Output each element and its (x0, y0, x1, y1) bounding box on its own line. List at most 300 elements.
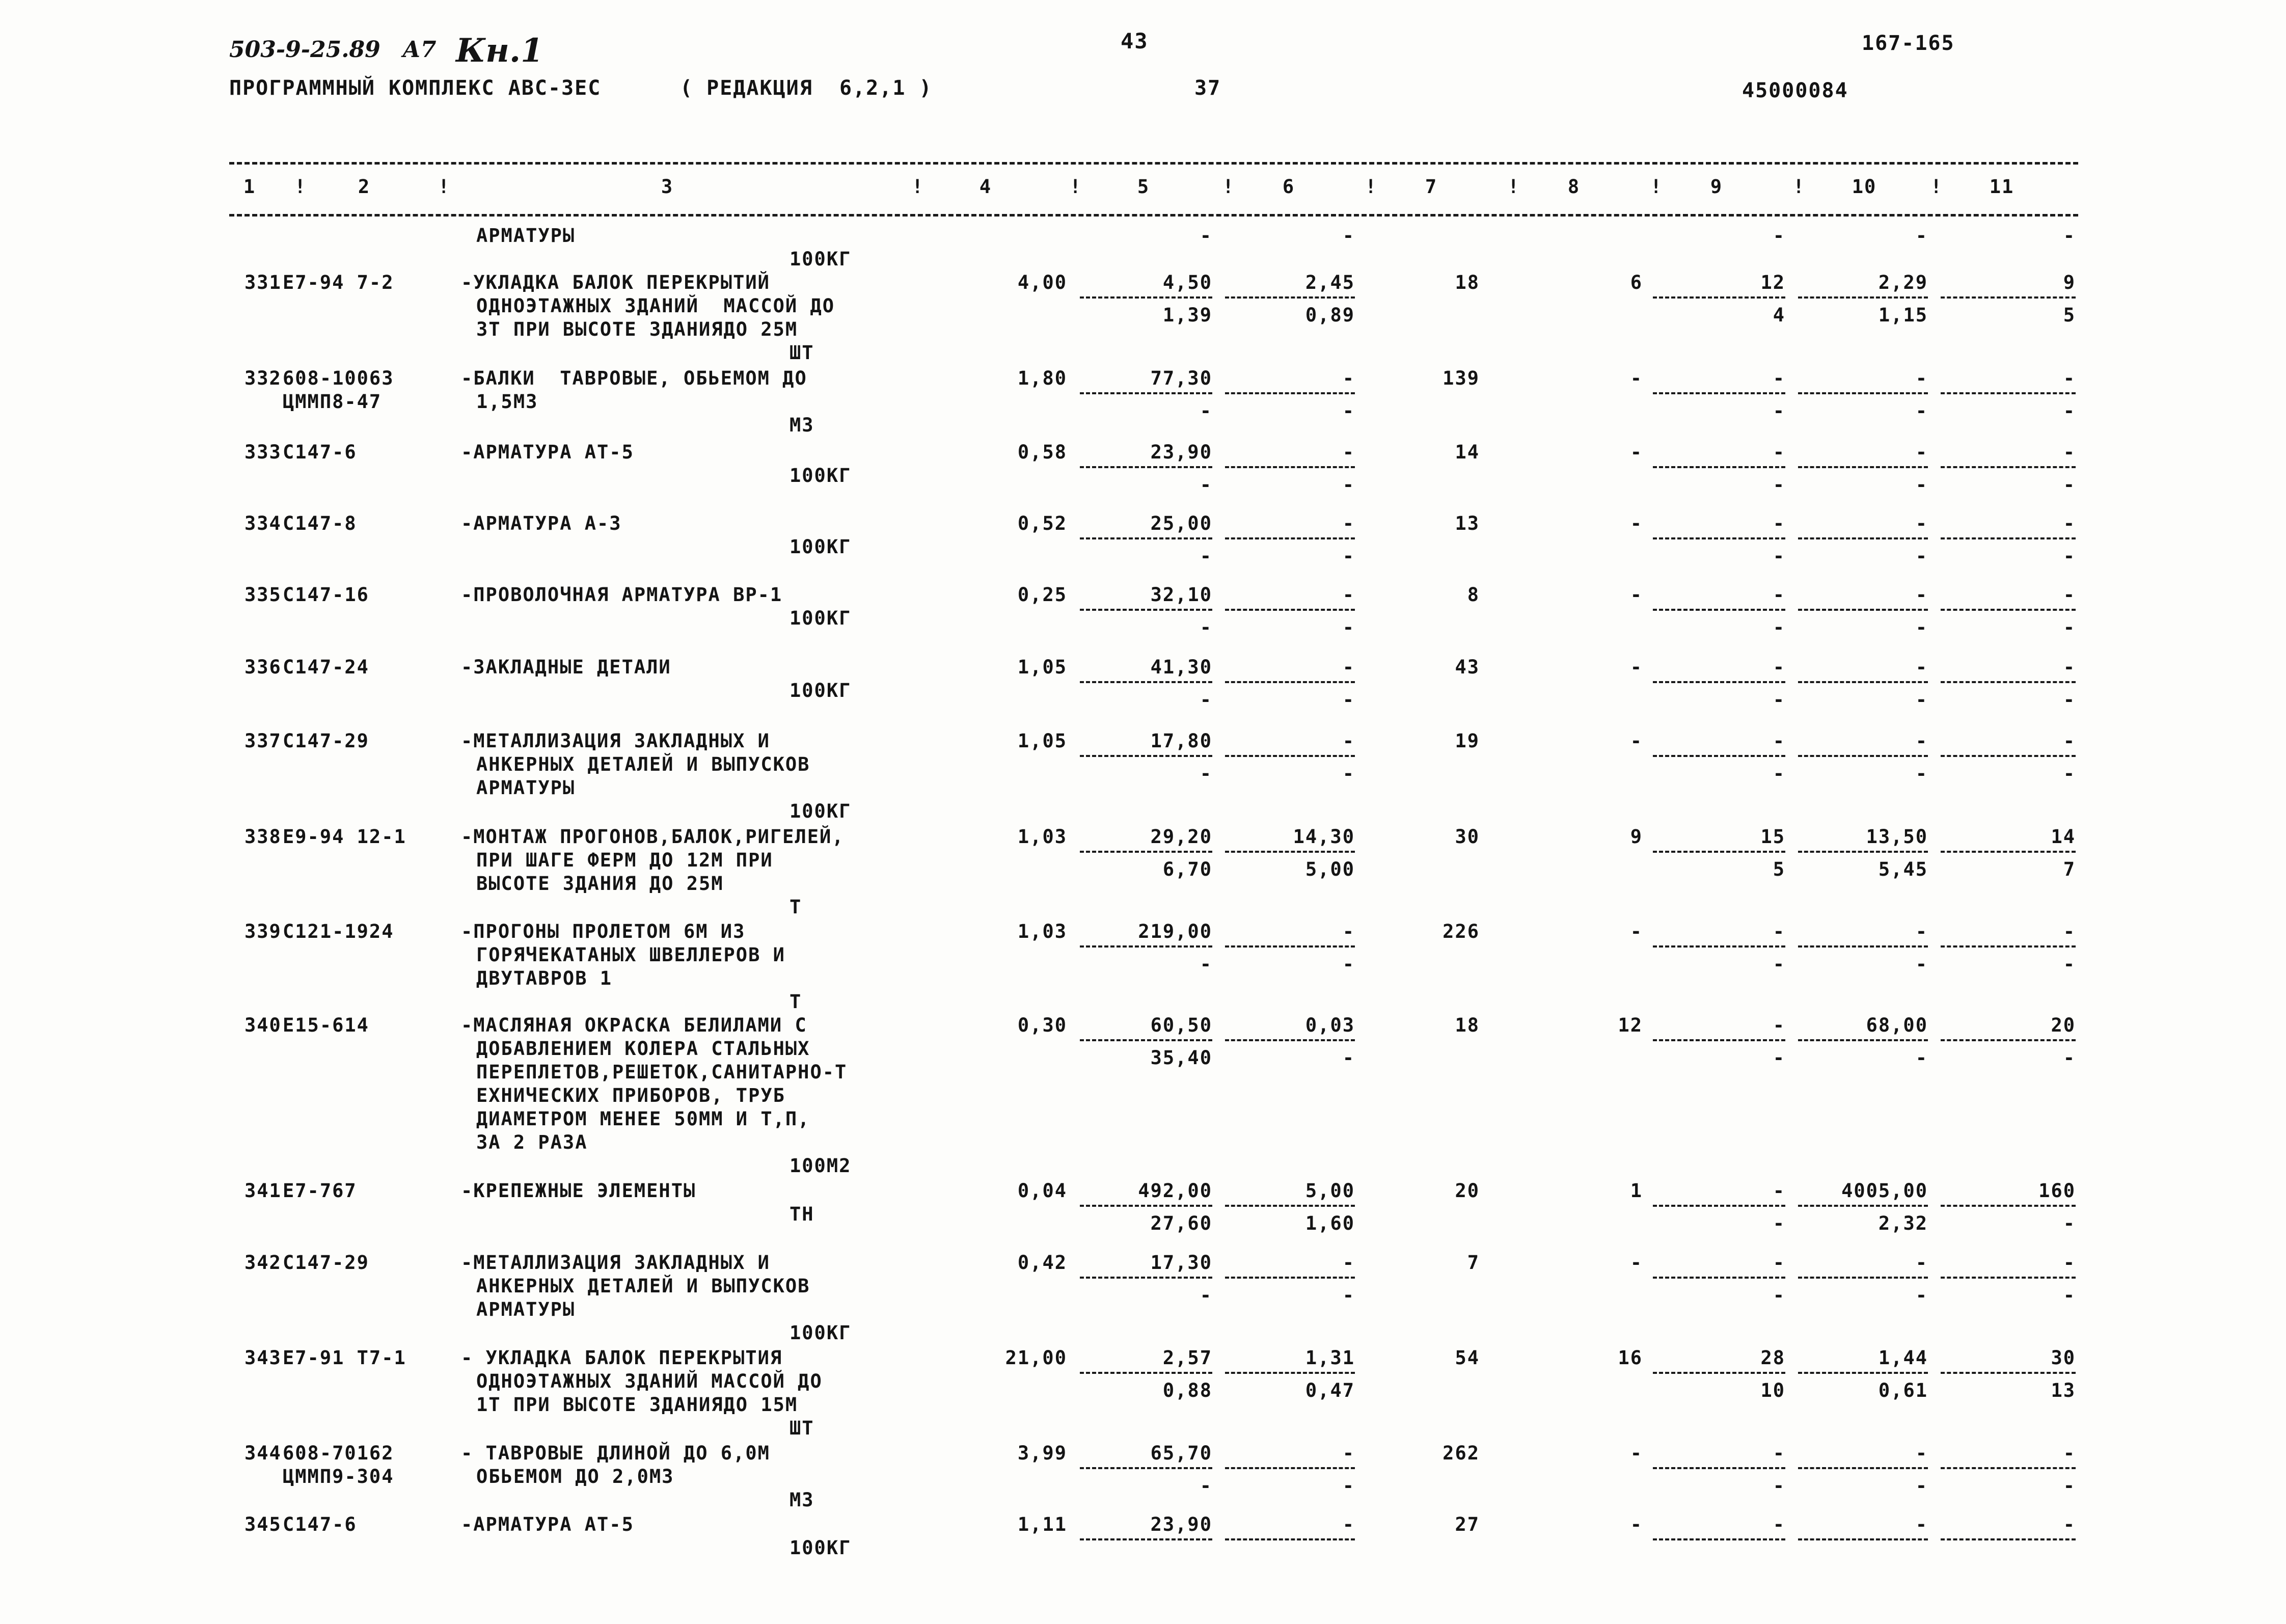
unit-label: 100КГ (790, 607, 852, 629)
value-cell: - (2063, 584, 2076, 606)
cell-underline (1798, 681, 1928, 683)
value-cell: - (1773, 1442, 1785, 1464)
cell-underline (1225, 609, 1355, 611)
value-cell: 17,30 (1150, 1252, 1212, 1274)
program-title: ПРОГРАММНЫЙ КОМПЛЕКС АВС-3ЕС (229, 76, 602, 100)
cell-underline (1653, 945, 1785, 948)
value-cell: 30 (2051, 1347, 2076, 1369)
doc-id: 45000084 (1742, 79, 1848, 102)
cell-underline (1653, 851, 1785, 853)
value-cell: 12 (1760, 272, 1785, 293)
value-cell: 17,80 (1150, 730, 1212, 752)
cell-underline (1080, 1277, 1212, 1279)
value-cell: 54 (1455, 1347, 1480, 1369)
unit-label: ШТ (790, 1417, 814, 1439)
cell-underline (1941, 681, 2076, 683)
item-description: 1Т ПРИ ВЫСОТЕ ЗДАНИЯДО 15М (476, 1394, 798, 1416)
row-number: 341 (244, 1180, 282, 1202)
value-cell-lower: - (1200, 763, 1212, 784)
value-cell-lower: - (1200, 1284, 1212, 1306)
value-cell: - (1342, 441, 1355, 463)
rate-code: Е15-614 (283, 1014, 369, 1036)
value-cell-lower: - (1773, 1475, 1785, 1497)
item-description: АРМАТУРЫ (476, 777, 576, 799)
column-separator: ! (1070, 176, 1082, 198)
value-cell: 60,50 (1150, 1014, 1212, 1036)
row-number: 333 (244, 441, 282, 463)
unit-label: 100КГ (790, 536, 852, 558)
value-cell-lower: - (1915, 1047, 1928, 1069)
rate-code: С147-16 (283, 584, 369, 606)
rate-code: ЦММП9-304 (283, 1466, 394, 1487)
value-cell: - (1630, 1442, 1643, 1464)
value-cell-lower: 2,32 (1878, 1212, 1928, 1234)
cell-underline (1798, 537, 1928, 539)
row-number: 337 (244, 730, 282, 752)
cell-underline (1080, 296, 1212, 299)
column-number: 1 (243, 176, 256, 198)
cell-underline (1798, 1205, 1928, 1207)
column-separator: ! (438, 176, 451, 198)
item-description: ПЕРЕПЛЕТОВ,РЕШЕТОК,САНИТАРНО-Т (476, 1061, 848, 1083)
row-number: 335 (244, 584, 282, 606)
value-cell: 43 (1455, 656, 1480, 678)
value-cell-lower: - (1915, 1475, 1928, 1497)
row-number: 334 (244, 512, 282, 534)
value-cell-lower: 0,61 (1878, 1379, 1928, 1401)
value-cell-lower: - (1915, 1284, 1928, 1306)
value-cell-lower: - (1773, 616, 1785, 638)
row-number: 338 (244, 826, 282, 848)
item-description: ПРИ ШАГЕ ФЕРМ ДО 12М ПРИ (476, 849, 773, 871)
value-cell: - (1773, 1014, 1785, 1036)
rate-code: Е7-767 (283, 1180, 357, 1202)
value-cell: 2,45 (1305, 272, 1355, 293)
value-cell: 9 (2063, 272, 2076, 293)
item-description: -МЕТАЛЛИЗАЦИЯ ЗАКЛАДНЫХ И (461, 730, 770, 752)
book-label: Кн.1 (456, 32, 543, 70)
cell-underline (1225, 681, 1355, 683)
value-cell: 16 (1618, 1347, 1643, 1369)
cell-underline (1653, 1538, 1785, 1540)
value-cell: 20 (2051, 1014, 2076, 1036)
cell-underline (1798, 1277, 1928, 1279)
value-cell-lower: - (2063, 1047, 2076, 1069)
item-description: -ЗАКЛАДНЫЕ ДЕТАЛИ (461, 656, 671, 678)
value-cell: 18 (1455, 1014, 1480, 1036)
value-cell-lower: - (2063, 474, 2076, 496)
value-cell: 1 (1630, 1180, 1643, 1202)
value-cell-lower: 35,40 (1150, 1047, 1212, 1069)
value-cell-lower: - (1342, 400, 1355, 422)
cell-underline (1225, 392, 1355, 394)
value-cell-lower: 6,70 (1162, 858, 1212, 880)
item-description: - УКЛАДКА БАЛОК ПЕРЕКРЫТИЯ (461, 1347, 783, 1369)
rate-code: ЦММП8-47 (283, 391, 382, 413)
unit-label: 100КГ (790, 680, 852, 701)
value-cell: 4,50 (1162, 272, 1212, 293)
column-separator: ! (912, 176, 924, 198)
value-cell-lower: - (1342, 474, 1355, 496)
item-description: ОДНОЭТАЖНЫХ ЗДАНИЙ МАССОЙ ДО (476, 295, 835, 317)
cell-underline (1653, 1372, 1785, 1374)
cell-underline (1941, 851, 2076, 853)
value-cell: 6 (1630, 272, 1643, 293)
unit-label: 100КГ (790, 800, 852, 822)
value-cell-lower: - (1773, 1284, 1785, 1306)
value-cell-lower: - (1773, 689, 1785, 711)
item-description: -БАЛКИ ТАВРОВЫЕ, ОБЬЕМОМ ДО (461, 367, 807, 389)
value-cell: 65,70 (1150, 1442, 1212, 1464)
item-description: -МАСЛЯНАЯ ОКРАСКА БЕЛИЛАМИ С (461, 1014, 807, 1036)
cell-underline (1080, 1372, 1212, 1374)
value-cell: - (1773, 656, 1785, 678)
unit-label: 100КГ (790, 1322, 852, 1344)
cell-underline (1653, 296, 1785, 299)
value-cell: 0,30 (1017, 1014, 1067, 1036)
row-number: 345 (244, 1513, 282, 1535)
item-description: -КРЕПЕЖНЫЕ ЭЛЕМЕНТЫ (461, 1180, 696, 1202)
value-cell: - (1915, 225, 1928, 247)
value-cell-lower: - (1342, 545, 1355, 567)
cell-underline (1225, 945, 1355, 948)
cell-underline (1225, 1467, 1355, 1469)
value-cell: 0,58 (1017, 441, 1067, 463)
value-cell: - (1630, 921, 1643, 942)
cell-underline (1941, 1467, 2076, 1469)
value-cell-lower: 13 (2051, 1379, 2076, 1401)
value-cell-lower: 1,15 (1878, 304, 1928, 326)
cell-underline (1941, 945, 2076, 948)
value-cell-lower: - (1200, 1475, 1212, 1497)
item-description: ДОБАВЛЕНИЕМ КОЛЕРА СТАЛЬНЫХ (476, 1038, 810, 1060)
cell-underline (1798, 1372, 1928, 1374)
cell-underline (1941, 296, 2076, 299)
cell-underline (1225, 537, 1355, 539)
value-cell-lower: - (1915, 763, 1928, 784)
value-cell: 0,03 (1305, 1014, 1355, 1036)
value-cell: 1,11 (1017, 1513, 1067, 1535)
value-cell-lower: - (1342, 616, 1355, 638)
cell-underline (1941, 537, 2076, 539)
rate-code: С147-8 (283, 512, 357, 534)
value-cell: 0,04 (1017, 1180, 1067, 1202)
value-cell: 1,31 (1305, 1347, 1355, 1369)
value-cell: 32,10 (1150, 584, 1212, 606)
value-cell: - (2063, 730, 2076, 752)
cell-underline (1798, 466, 1928, 468)
value-cell-lower: - (2063, 1212, 2076, 1234)
value-cell: - (1915, 1252, 1928, 1274)
value-cell: - (1773, 441, 1785, 463)
cell-underline (1798, 296, 1928, 299)
value-cell: - (1342, 225, 1355, 247)
value-cell: 1,05 (1017, 656, 1067, 678)
value-cell-lower: 5,45 (1878, 858, 1928, 880)
value-cell: - (1915, 730, 1928, 752)
cell-underline (1653, 681, 1785, 683)
cell-underline (1225, 1205, 1355, 1207)
cell-underline (1798, 392, 1928, 394)
cell-underline (1798, 755, 1928, 757)
page-number: 43 (1121, 29, 1149, 53)
value-cell: - (1200, 225, 1212, 247)
item-description: ДВУТАВРОВ 1 (476, 967, 613, 989)
value-cell: 139 (1443, 367, 1480, 389)
value-cell: 9 (1630, 826, 1643, 848)
cell-underline (1798, 1467, 1928, 1469)
value-cell: - (1773, 730, 1785, 752)
value-cell: - (1630, 367, 1643, 389)
table-top-rule (229, 162, 2078, 165)
value-cell: 1,03 (1017, 826, 1067, 848)
rate-code: С147-6 (283, 441, 357, 463)
item-description: АРМАТУРЫ (476, 225, 576, 247)
value-cell-lower: - (1915, 474, 1928, 496)
rate-code: С147-6 (283, 1513, 357, 1535)
value-cell: - (1915, 367, 1928, 389)
cell-underline (1080, 1467, 1212, 1469)
value-cell: 7 (1467, 1252, 1480, 1274)
cell-underline (1798, 1039, 1928, 1041)
value-cell: - (1630, 1252, 1643, 1274)
cell-underline (1225, 755, 1355, 757)
value-cell: - (2063, 1513, 2076, 1535)
cell-underline (1080, 1039, 1212, 1041)
value-cell: - (1342, 512, 1355, 534)
cell-underline (1941, 609, 2076, 611)
value-cell: 0,42 (1017, 1252, 1067, 1274)
item-description: ДИАМЕТРОМ МЕНЕЕ 50ММ И Т,П, (476, 1108, 810, 1130)
row-number: 343 (244, 1347, 282, 1369)
value-cell: 8 (1467, 584, 1480, 606)
cell-underline (1225, 296, 1355, 299)
rate-code: 608-10063 (283, 367, 394, 389)
value-cell: - (1773, 1252, 1785, 1274)
item-description: ВЫСОТЕ ЗДАНИЯ ДО 25М (476, 873, 724, 895)
value-cell: - (1342, 367, 1355, 389)
cell-underline (1653, 609, 1785, 611)
value-cell: 27 (1455, 1513, 1480, 1535)
cell-underline (1653, 1277, 1785, 1279)
rate-code: Е9-94 12-1 (283, 826, 406, 848)
value-cell: - (1773, 367, 1785, 389)
cell-underline (1225, 1372, 1355, 1374)
item-description: ЗА 2 РАЗА (476, 1131, 588, 1153)
item-description: ЕХНИЧЕСКИХ ПРИБОРОВ, ТРУБ (476, 1085, 785, 1106)
value-cell: - (1630, 584, 1643, 606)
value-cell: - (1915, 921, 1928, 942)
unit-label: 100М2 (790, 1155, 852, 1177)
value-cell-lower: 0,88 (1162, 1379, 1212, 1401)
value-cell-lower: - (1342, 953, 1355, 975)
cell-underline (1941, 755, 2076, 757)
value-cell-lower: - (1200, 616, 1212, 638)
cell-underline (1080, 392, 1212, 394)
cell-underline (1653, 755, 1785, 757)
cell-underline (1941, 466, 2076, 468)
row-number: 342 (244, 1252, 282, 1274)
value-cell: - (2063, 921, 2076, 942)
unit-label: Т (790, 991, 802, 1013)
value-cell: 21,00 (1005, 1347, 1067, 1369)
unit-label: 100КГ (790, 1537, 852, 1559)
item-description: -ПРОГОНЫ ПРОЛЕТОМ 6М ИЗ (461, 921, 746, 942)
value-cell-lower: 5 (2063, 304, 2076, 326)
value-cell: 28 (1760, 1347, 1785, 1369)
value-cell: - (1342, 1442, 1355, 1464)
unit-label: М3 (790, 1489, 814, 1511)
value-cell-lower: 1,39 (1162, 304, 1212, 326)
value-cell: 0,25 (1017, 584, 1067, 606)
value-cell: 68,00 (1866, 1014, 1928, 1036)
value-cell: - (1915, 512, 1928, 534)
value-cell: - (2063, 1252, 2076, 1274)
cell-underline (1080, 755, 1212, 757)
value-cell: 25,00 (1150, 512, 1212, 534)
value-cell: 29,20 (1150, 826, 1212, 848)
value-cell-lower: - (1773, 474, 1785, 496)
cell-underline (1653, 1039, 1785, 1041)
value-cell: - (1773, 225, 1785, 247)
value-cell-lower: 1,60 (1305, 1212, 1355, 1234)
value-cell: 14 (2051, 826, 2076, 848)
value-cell-lower: - (1773, 1047, 1785, 1069)
value-cell-lower: - (1773, 400, 1785, 422)
item-description: -АРМАТУРА АТ-5 (461, 441, 634, 463)
rate-code: 608-70162 (283, 1442, 394, 1464)
cell-underline (1653, 466, 1785, 468)
value-cell: - (2063, 367, 2076, 389)
value-cell: 262 (1443, 1442, 1480, 1464)
value-cell-lower: - (1200, 689, 1212, 711)
value-cell: - (1773, 1180, 1785, 1202)
value-cell-lower: - (1773, 545, 1785, 567)
value-cell-lower: - (1915, 545, 1928, 567)
column-number: 3 (661, 176, 674, 198)
rate-code: Е7-91 Т7-1 (283, 1347, 406, 1369)
cell-underline (1798, 945, 1928, 948)
column-number: 9 (1710, 176, 1723, 198)
cell-underline (1941, 1372, 2076, 1374)
item-description: -ПРОВОЛОЧНАЯ АРМАТУРА ВР-1 (461, 584, 783, 606)
cell-underline (1080, 609, 1212, 611)
cell-underline (1941, 1039, 2076, 1041)
unit-label: М3 (790, 414, 814, 436)
value-cell: 1,05 (1017, 730, 1067, 752)
item-description: ОДНОЭТАЖНЫХ ЗДАНИЙ МАССОЙ ДО (476, 1370, 823, 1392)
row-number: 344 (244, 1442, 282, 1464)
value-cell: - (1342, 656, 1355, 678)
cell-underline (1941, 1277, 2076, 1279)
value-cell-lower: - (1915, 953, 1928, 975)
item-description: ОБЬЕМОМ ДО 2,0М3 (476, 1466, 674, 1487)
value-cell: 15 (1760, 826, 1785, 848)
item-description: -МЕТАЛЛИЗАЦИЯ ЗАКЛАДНЫХ И (461, 1252, 770, 1274)
value-cell-lower: - (1773, 1212, 1785, 1234)
value-cell: 30 (1455, 826, 1480, 848)
row-number: 336 (244, 656, 282, 678)
cell-underline (1941, 1205, 2076, 1207)
sheet-number: 37 (1194, 76, 1221, 100)
rate-code: С121-1924 (283, 921, 394, 942)
value-cell: - (2063, 512, 2076, 534)
column-number: 4 (979, 176, 992, 198)
cell-underline (1080, 1205, 1212, 1207)
column-number: 8 (1567, 176, 1581, 198)
ref-code: 167-165 (1862, 32, 1955, 55)
value-cell: - (2063, 441, 2076, 463)
value-cell-lower: - (1342, 1475, 1355, 1497)
value-cell: 219,00 (1138, 921, 1212, 942)
value-cell: 1,80 (1017, 367, 1067, 389)
item-description: -АРМАТУРА АТ-5 (461, 1513, 634, 1535)
column-separator: ! (1650, 176, 1663, 198)
value-cell: - (1773, 921, 1785, 942)
value-cell-lower: 10 (1760, 1379, 1785, 1401)
cell-underline (1225, 851, 1355, 853)
row-number: 339 (244, 921, 282, 942)
value-cell-lower: 4 (1773, 304, 1785, 326)
rate-code: С147-24 (283, 656, 369, 678)
unit-label: ТН (790, 1203, 814, 1225)
value-cell: - (1342, 730, 1355, 752)
value-cell: - (1915, 1442, 1928, 1464)
item-description: - ТАВРОВЫЕ ДЛИНОЙ ДО 6,0М (461, 1442, 770, 1464)
value-cell-lower: - (2063, 953, 2076, 975)
cell-underline (1941, 392, 2076, 394)
cell-underline (1653, 392, 1785, 394)
value-cell: 19 (1455, 730, 1480, 752)
value-cell-lower: - (1200, 474, 1212, 496)
value-cell: 41,30 (1150, 656, 1212, 678)
value-cell-lower: - (1915, 689, 1928, 711)
value-cell: - (1773, 584, 1785, 606)
cell-underline (1225, 1039, 1355, 1041)
value-cell-lower: - (1200, 400, 1212, 422)
value-cell: - (1915, 1513, 1928, 1535)
value-cell: - (1342, 584, 1355, 606)
item-description: -МОНТАЖ ПРОГОНОВ,БАЛОК,РИГЕЛЕЙ, (461, 826, 845, 848)
value-cell-lower: 0,89 (1305, 304, 1355, 326)
value-cell: - (2063, 656, 2076, 678)
value-cell-lower: 7 (2063, 858, 2076, 880)
value-cell-lower: - (1200, 545, 1212, 567)
row-number: 340 (244, 1014, 282, 1036)
cell-underline (1798, 851, 1928, 853)
value-cell: 20 (1455, 1180, 1480, 1202)
value-cell: - (2063, 1442, 2076, 1464)
value-cell: - (1915, 441, 1928, 463)
rate-code: Е7-94 7-2 (283, 272, 394, 293)
row-number: 332 (244, 367, 282, 389)
item-description: АРМАТУРЫ (476, 1298, 576, 1320)
unit-label: 100КГ (790, 248, 852, 270)
value-cell: - (1342, 921, 1355, 942)
value-cell: - (1630, 1513, 1643, 1535)
value-cell: - (1915, 656, 1928, 678)
value-cell-lower: - (1342, 689, 1355, 711)
value-cell: 160 (2038, 1180, 2076, 1202)
value-cell: 14 (1455, 441, 1480, 463)
value-cell: 14,30 (1293, 826, 1355, 848)
value-cell: - (2063, 225, 2076, 247)
doc-code: 503-9-25.89 (229, 37, 380, 63)
cell-underline (1080, 1538, 1212, 1540)
unit-label: 100КГ (790, 465, 852, 486)
value-cell-lower: - (2063, 545, 2076, 567)
column-separator: ! (1222, 176, 1235, 198)
